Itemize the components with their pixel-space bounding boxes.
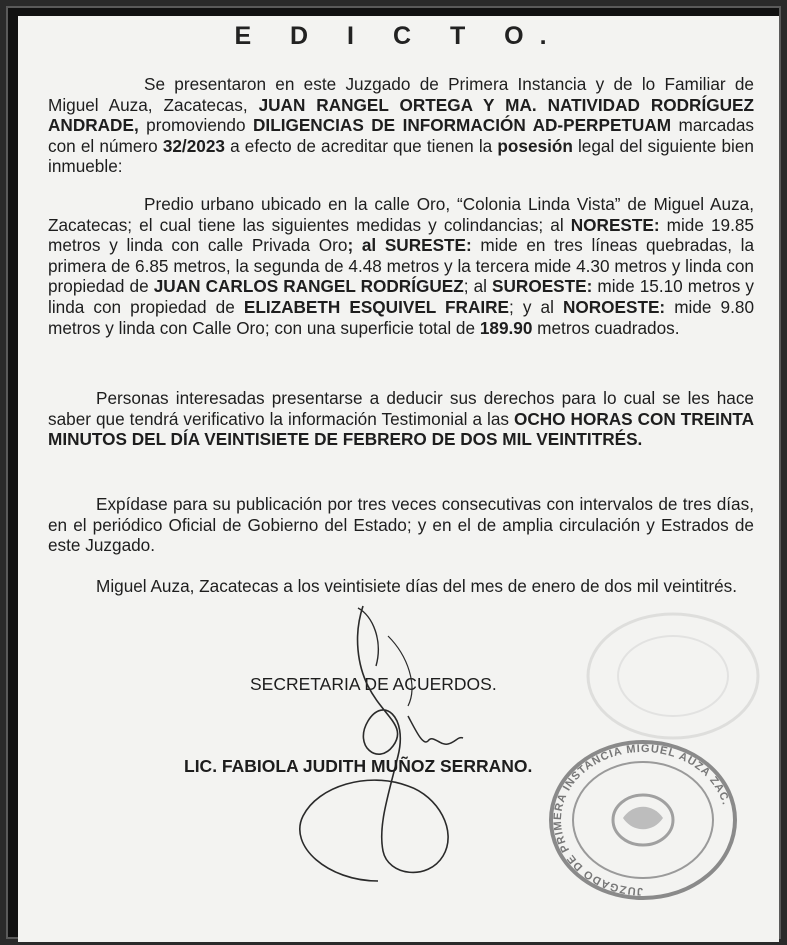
- paragraph-date: Miguel Auza, Zacatecas a los veintisiete días del mes de enero de dos mil veintitrés.: [96, 576, 738, 596]
- paragraph-publication: Expídase para su publicación por tres veces consecutivas con intervalos de tres días, en el periódico Oficial de Gobierno del Estado; y en el de amplia circulación y Estrados de este Juzgado.: [48, 494, 754, 556]
- paragraph-hearing: Personas interesadas presentarse a deducir sus derechos para lo cual se les hace saber que tendrá verificativo la información Testimonial a las OCHO HORAS CON TREINTA MINUTOS DEL DÍA VEINTISIETE DE FEBRERO DE DOS MIL VEINTITRÉS.: [48, 388, 754, 450]
- court-seal-stamp: [538, 728, 748, 908]
- svg-text:JUZGADO DE PRIMERA INSTANCIA M: JUZGADO DE PRIMERA INSTANCIA MIGUEL AUZA ZAC.: [551, 742, 732, 898]
- paragraph-property: Predio urbano ubicado en la calle Oro, “Colonia Linda Vista” de Miguel Auza, Zacatecas; el cual tiene las siguientes medidas y colindancias; al NORESTE: mide 19.85 metros y linda con calle Privada Oro; al SURESTE: mide en tres líneas quebradas, la primera de 6.85 metros, la segunda de 4.48 metros y la tercera mide 4.30 metros y linda con propiedad de JUAN CARLOS RANGEL RODRÍGUEZ; al SUROESTE: mide 15.10 metros y linda con propiedad de ELIZABETH ESQUIVEL FRAIRE; y al NOROESTE: mide 9.80 metros y linda con Calle Oro; con una superficie total de 189.90 metros cuadrados.: [48, 194, 755, 338]
- handwritten-signature: [258, 596, 508, 886]
- signer-role: SECRETARIA DE ACUERDOS.: [250, 674, 497, 694]
- document-frame: [6, 6, 781, 939]
- bleed-through-stamp: [578, 606, 768, 746]
- signer-name: LIC. FABIOLA JUDITH MUÑOZ SERRANO.: [184, 756, 533, 776]
- paragraph-intro: Se presentaron en este Juzgado de Primera Instancia y de lo Familiar de Miguel Auza, Zacatecas, JUAN RANGEL ORTEGA Y MA. NATIVIDAD RODRÍGUEZ ANDRADE, promoviendo DILIGENCIAS DE INFORMACIÓN AD-PERPETUAM marcadas con el número 32/2023 a efecto de acreditar que tienen la posesión legal del siguiente bien inmueble:: [48, 74, 754, 177]
- document-title: E D I C T O.: [234, 22, 563, 50]
- document-page: [18, 16, 779, 942]
